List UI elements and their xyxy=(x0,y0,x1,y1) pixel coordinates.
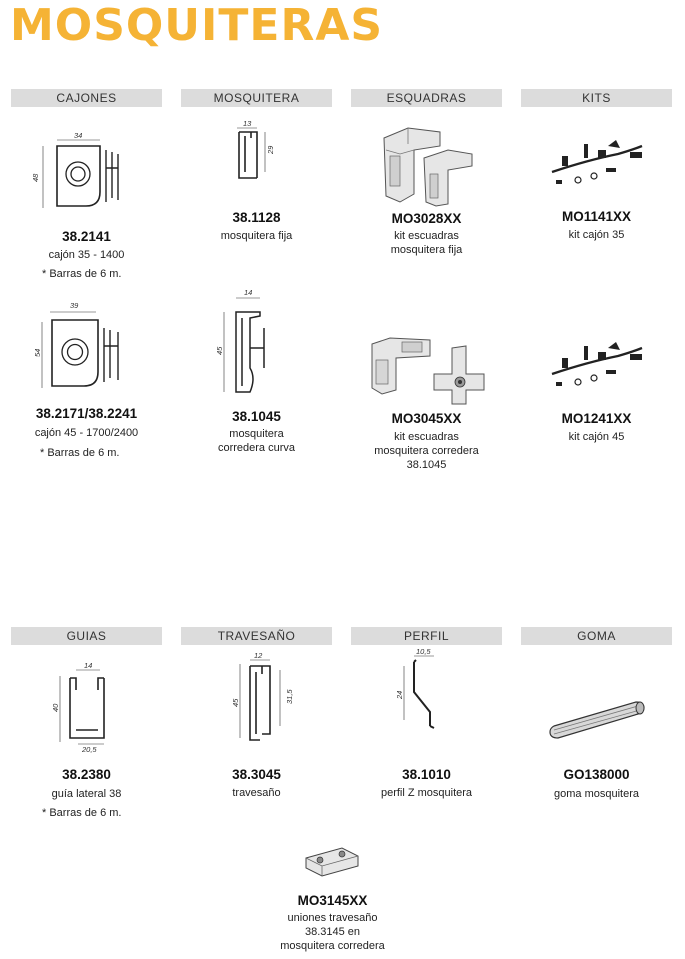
product-code: 38.2380 xyxy=(62,767,111,782)
svg-text:48: 48 xyxy=(31,173,40,182)
svg-text:39: 39 xyxy=(70,301,79,310)
svg-text:10,5: 10,5 xyxy=(416,647,431,656)
product-description: mosquitera corredera xyxy=(280,940,385,952)
corner-bracket-icon xyxy=(378,124,478,206)
svg-text:13: 13 xyxy=(243,119,252,128)
z-profile-icon xyxy=(390,646,460,736)
product-code: 38.2141 xyxy=(62,229,111,244)
cajon-profile-icon xyxy=(30,128,130,210)
product-note: * Barras de 6 m. xyxy=(42,268,122,280)
travesano-profile-icon xyxy=(226,650,296,746)
product-description: uniones travesaño xyxy=(287,912,378,924)
kit-parts-icon xyxy=(548,342,648,392)
rubber-gasket-icon xyxy=(548,696,648,740)
product-description: kit escuadras xyxy=(394,431,459,443)
header-perfil: PERFIL xyxy=(351,627,502,645)
product-code: 38.2171/38.2241 xyxy=(35,406,138,421)
header-mosquitera: MOSQUITERA xyxy=(181,89,332,107)
product-description: mosquitera fija xyxy=(220,230,293,242)
svg-text:24: 24 xyxy=(395,690,404,699)
svg-text:34: 34 xyxy=(74,131,83,140)
product-description: kit cajón 35 xyxy=(568,229,625,241)
header-cajones: CAJONES xyxy=(11,89,162,107)
product-code: 38.1010 xyxy=(402,767,451,782)
product-description: 38.3145 en xyxy=(304,926,361,938)
product-description: goma mosquitera xyxy=(554,788,639,800)
product-description: mosquitera xyxy=(229,428,284,440)
product-description: perfil Z mosquitera xyxy=(380,787,473,799)
product-description: cajón 45 - 1700/2400 xyxy=(34,427,139,439)
product-note: * Barras de 6 m. xyxy=(40,447,120,459)
product-description: cajón 35 - 1400 xyxy=(48,249,125,261)
product-code: MO1141XX xyxy=(561,209,632,224)
product-description: corredera curva xyxy=(217,442,296,454)
header-guias: GUIAS xyxy=(11,627,162,645)
cajon-profile-icon xyxy=(30,298,130,390)
product-code: 38.3045 xyxy=(232,767,281,782)
product-code: MO3145XX xyxy=(297,893,368,908)
svg-text:45: 45 xyxy=(215,346,224,355)
svg-text:54: 54 xyxy=(33,348,42,357)
svg-text:40: 40 xyxy=(51,703,60,712)
union-bracket-icon xyxy=(302,842,362,882)
product-code: 38.1045 xyxy=(232,409,281,424)
kit-parts-icon xyxy=(548,140,648,190)
mosquitera-profile-icon xyxy=(225,118,285,190)
svg-text:45: 45 xyxy=(231,698,240,707)
header-travesano: TRAVESAÑO xyxy=(181,627,332,645)
header-goma: GOMA xyxy=(521,627,672,645)
svg-text:14: 14 xyxy=(84,661,93,670)
svg-text:12: 12 xyxy=(254,651,263,660)
header-esquadras: ESQUADRAS xyxy=(351,89,502,107)
svg-text:20,5: 20,5 xyxy=(82,745,97,754)
product-code: MO1241XX xyxy=(561,411,632,426)
header-kits: KITS xyxy=(521,89,672,107)
page-title: MOSQUITERAS xyxy=(10,0,384,51)
svg-text:31,5: 31,5 xyxy=(285,689,294,704)
product-code: MO3045XX xyxy=(391,411,462,426)
product-code: MO3028XX xyxy=(391,211,462,226)
svg-text:14: 14 xyxy=(244,288,253,297)
product-code: GO138000 xyxy=(563,767,630,782)
guia-profile-icon xyxy=(48,660,118,752)
mosquitera-profile-icon xyxy=(210,288,280,396)
svg-text:29: 29 xyxy=(266,145,275,154)
product-description: travesaño xyxy=(232,787,281,799)
product-code: 38.1128 xyxy=(232,210,281,225)
product-note: * Barras de 6 m. xyxy=(42,807,122,819)
product-description: guía lateral 38 xyxy=(51,788,122,800)
product-description: 38.1045 xyxy=(406,459,447,471)
product-description: kit escuadras xyxy=(394,230,459,242)
product-description: mosquitera fija xyxy=(390,244,463,256)
corner-bracket-icon xyxy=(368,328,486,404)
product-description: mosquitera corredera xyxy=(374,445,479,457)
product-description: kit cajón 45 xyxy=(568,431,625,443)
